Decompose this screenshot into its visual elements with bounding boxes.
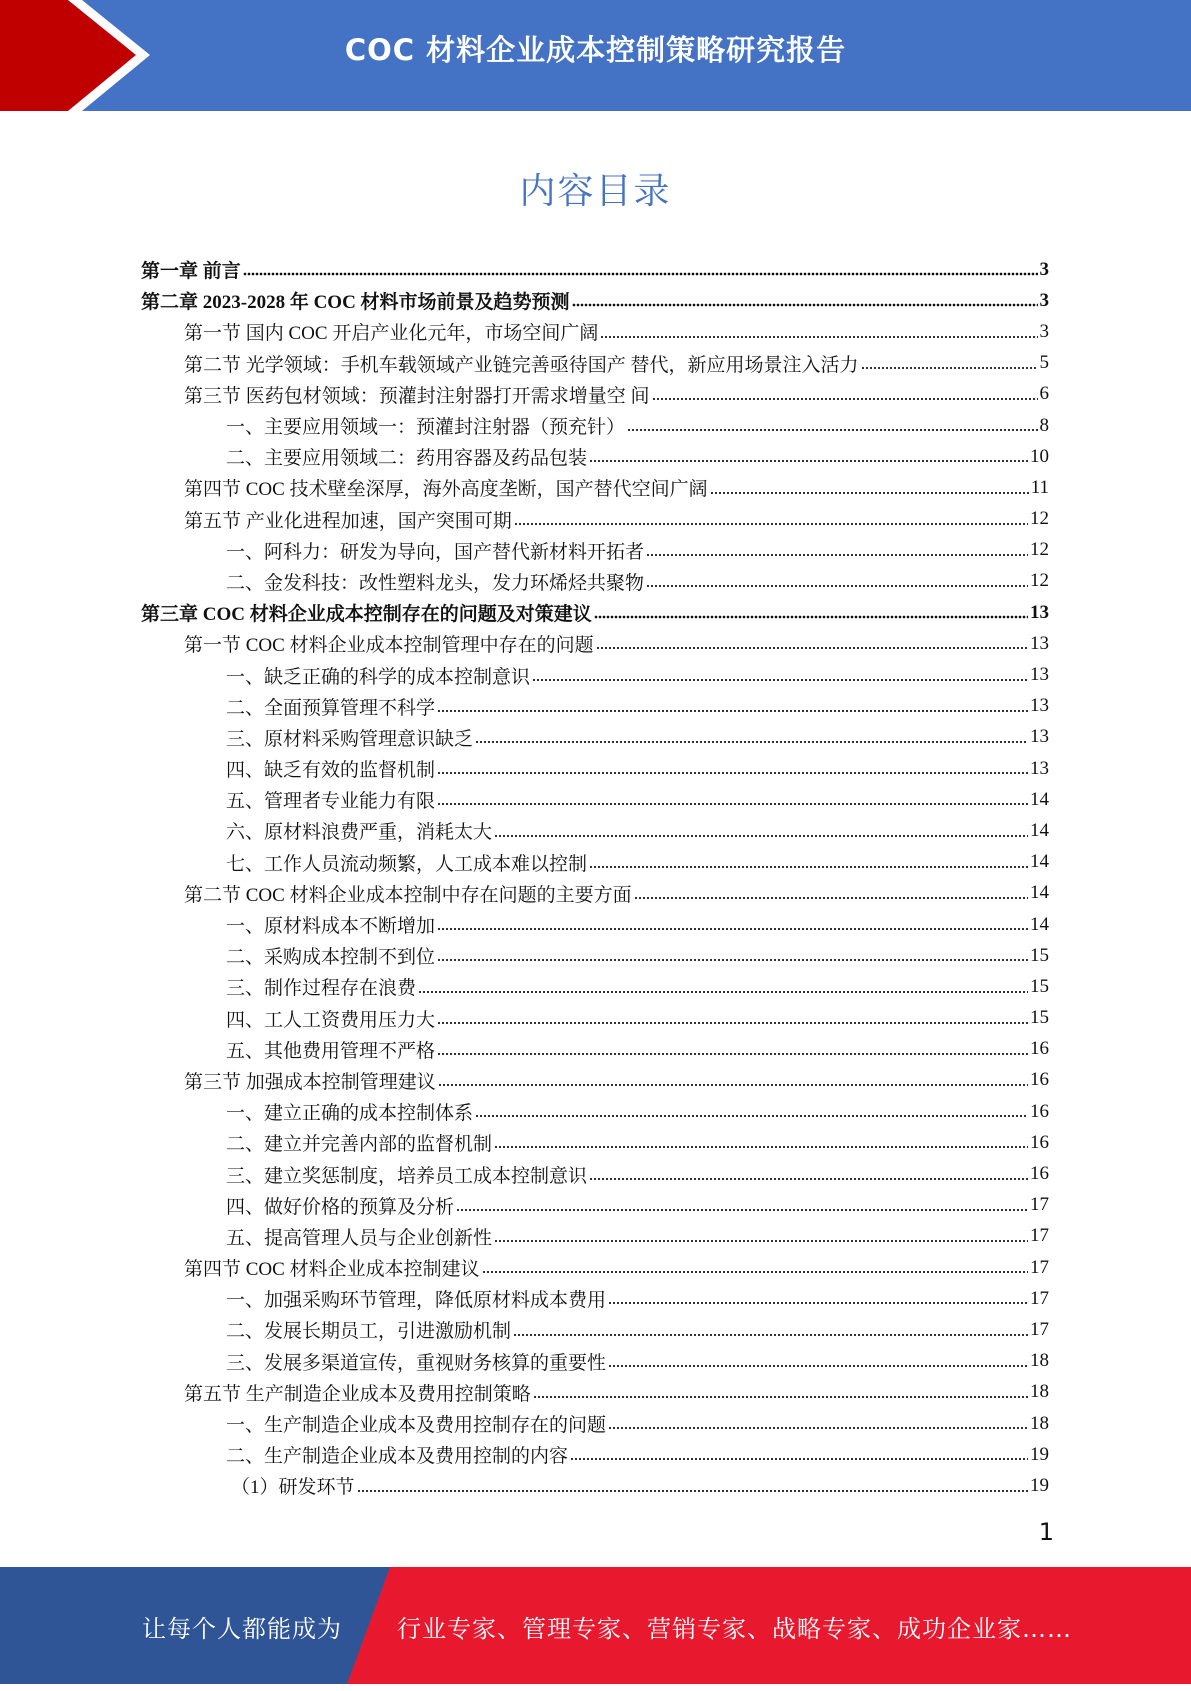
dot-leader (646, 584, 1028, 588)
toc-entry-title: 二、采购成本控制不到位 (226, 947, 436, 969)
toc-entry-title: 三、建立奖惩制度，培养员工成本控制意识 (226, 1165, 588, 1187)
toc-entry-page: 10 (1030, 445, 1049, 467)
toc-entry-page: 17 (1030, 1225, 1049, 1247)
toc-entry-page: 3 (1039, 258, 1049, 280)
toc-entry-page: 13 (1030, 664, 1049, 686)
toc-entry-page: 12 (1030, 508, 1049, 530)
toc-entry-title: 五、提高管理人员与企业创新性 (226, 1227, 493, 1249)
dot-leader (437, 709, 1028, 713)
toc-entry-page: 16 (1030, 1100, 1049, 1122)
toc-entry[interactable] (141, 1314, 1049, 1345)
dot-leader (608, 1426, 1028, 1430)
toc-entry-page: 12 (1030, 570, 1049, 592)
toc-entry[interactable] (141, 597, 1049, 628)
dot-leader (532, 678, 1028, 682)
toc-entry-title: 第四节 COC 材料企业成本控制建议 (184, 1259, 480, 1281)
dot-leader (437, 1052, 1028, 1056)
toc-entry[interactable] (141, 410, 1049, 441)
toc-entry-title: 一、建立正确的成本控制体系 (226, 1103, 474, 1125)
toc-entry[interactable] (141, 1377, 1049, 1408)
toc-entry[interactable] (141, 1283, 1049, 1314)
toc-entry[interactable] (141, 1439, 1049, 1470)
toc-entry-title: 三、发展多渠道宣传，重视财务核算的重要性 (226, 1352, 607, 1374)
toc-entry-page: 16 (1030, 1038, 1049, 1060)
toc-entry-page: 8 (1039, 414, 1049, 436)
dot-leader (418, 990, 1028, 994)
dot-leader (514, 522, 1028, 526)
toc-entry-title: 第一章 前言 (141, 261, 241, 283)
dot-leader (494, 834, 1028, 838)
toc-entry[interactable] (141, 379, 1049, 410)
toc-entry[interactable] (141, 441, 1049, 472)
toc-entry[interactable] (141, 940, 1049, 971)
dot-leader (243, 272, 1038, 276)
toc-entry[interactable] (141, 784, 1049, 815)
toc-entry-title: 第二节 光学领域：手机车载领域产业链完善亟待国产 替代，新应用场景注入活力 (184, 354, 859, 376)
toc-entry-page: 19 (1030, 1474, 1049, 1496)
toc-entry-title: 第三节 医药包材领域：预灌封注射器打开需求增量空 间 (184, 385, 650, 407)
toc-entry-title: 第三章 COC 材料企业成本控制存在的问题及对策建议 (141, 604, 592, 626)
toc-entry[interactable] (141, 285, 1049, 316)
toc-entry[interactable] (141, 348, 1049, 379)
toc-entry-title: 一、主要应用领域一：预灌封注射器（预充针） (226, 417, 626, 439)
table-of-contents (141, 254, 1049, 1502)
dot-leader (438, 1083, 1028, 1087)
toc-entry-page: 13 (1030, 632, 1049, 654)
toc-entry-title: 第五节 生产制造企业成本及费用控制策略 (184, 1383, 531, 1405)
toc-entry-page: 6 (1039, 383, 1049, 405)
toc-entry-page: 19 (1030, 1443, 1049, 1465)
toc-entry[interactable] (141, 753, 1049, 784)
toc-entry[interactable] (141, 691, 1049, 722)
toc-entry[interactable] (141, 535, 1049, 566)
toc-entry[interactable] (141, 1158, 1049, 1189)
toc-entry-title: 一、阿科力：研发为导向，国产替代新材料开拓者 (226, 541, 645, 563)
toc-entry-page: 15 (1030, 1007, 1049, 1029)
toc-entry-title: 三、制作过程存在浪费 (226, 978, 417, 1000)
toc-entry-title: 二、主要应用领域二：药用容器及药品包装 (226, 448, 588, 470)
report-title: COC 材料企业成本控制策略研究报告 (344, 33, 847, 67)
toc-entry[interactable] (141, 1346, 1049, 1377)
dot-leader (437, 1021, 1028, 1025)
toc-entry-title: 四、缺乏有效的监督机制 (226, 760, 436, 782)
dot-leader (589, 459, 1028, 463)
toc-entry-title: 第四节 COC 技术壁垒深厚，海外高度垄断，国产替代空间广阔 (184, 479, 708, 501)
toc-entry-page: 14 (1030, 819, 1049, 841)
toc-entry[interactable] (141, 628, 1049, 659)
toc-entry-page: 15 (1030, 944, 1049, 966)
toc-entry-page: 14 (1030, 913, 1049, 935)
toc-entry[interactable] (141, 1221, 1049, 1252)
dot-leader (861, 366, 1038, 370)
toc-entry[interactable] (141, 659, 1049, 690)
toc-entry-page: 12 (1030, 539, 1049, 561)
dot-leader (437, 771, 1028, 775)
dot-leader (475, 740, 1028, 744)
toc-entry-title: 四、做好价格的预算及分析 (226, 1196, 455, 1218)
dot-leader (494, 1239, 1028, 1243)
toc-entry[interactable] (141, 1096, 1049, 1127)
footer-slogan-left: 让每个人都能成为 (142, 1615, 342, 1643)
toc-entry-title: 七、工作人员流动频繁，人工成本难以控制 (226, 853, 588, 875)
toc-entry-page: 18 (1030, 1350, 1049, 1372)
toc-entry-title: 五、管理者专业能力有限 (226, 791, 436, 813)
toc-entry-title: 第二章 2023-2028 年 COC 材料市场前景及趋势预测 (141, 292, 570, 314)
toc-entry-page: 13 (1030, 757, 1049, 779)
toc-entry-page: 17 (1030, 1256, 1049, 1278)
toc-entry-page: 5 (1039, 352, 1049, 374)
page-header-banner (0, 0, 1191, 111)
dot-leader (646, 553, 1028, 557)
dot-leader (600, 335, 1037, 339)
toc-entry[interactable] (141, 1190, 1049, 1221)
toc-entry[interactable] (141, 1034, 1049, 1065)
dot-leader (572, 303, 1038, 307)
footer-slogan-right: 行业专家、管理专家、营销专家、战略专家、成功企业家…… (397, 1615, 1072, 1643)
dot-leader (482, 1270, 1028, 1274)
toc-entry-title: 第五节 产业化进程加速，国产突围可期 (184, 510, 512, 532)
dot-leader (627, 428, 1037, 432)
toc-entry-title: 二、发展长期员工，引进激励机制 (226, 1321, 512, 1343)
toc-entry[interactable] (141, 909, 1049, 940)
toc-entry[interactable] (141, 1065, 1049, 1096)
dot-leader (456, 1208, 1028, 1212)
toc-entry-page: 13 (1030, 601, 1049, 623)
toc-entry-page: 13 (1030, 695, 1049, 717)
dot-leader (608, 1301, 1028, 1305)
toc-entry-title: 第三节 加强成本控制管理建议 (184, 1071, 436, 1093)
toc-entry-title: 一、生产制造企业成本及费用控制存在的问题 (226, 1415, 607, 1437)
toc-entry-title: 一、原材料成本不断增加 (226, 916, 436, 938)
toc-entry[interactable] (141, 1003, 1049, 1034)
toc-entry-page: 14 (1030, 851, 1049, 873)
dot-leader (513, 1333, 1028, 1337)
toc-entry-page: 11 (1030, 476, 1049, 498)
toc-entry[interactable] (141, 815, 1049, 846)
toc-entry[interactable] (141, 316, 1049, 347)
toc-entry-page: 14 (1030, 788, 1049, 810)
dot-leader (634, 896, 1028, 900)
toc-entry-title: 四、工人工资费用压力大 (226, 1009, 436, 1031)
toc-heading: 内容目录 (519, 171, 672, 212)
dot-leader (652, 397, 1038, 401)
dot-leader (596, 646, 1028, 650)
toc-entry-title: 第一节 COC 材料企业成本控制管理中存在的问题 (184, 635, 594, 657)
toc-entry-title: 第二节 COC 材料企业成本控制中存在问题的主要方面 (184, 884, 632, 906)
toc-entry[interactable] (141, 1408, 1049, 1439)
toc-entry-page: 18 (1030, 1381, 1049, 1403)
toc-entry[interactable] (141, 472, 1049, 503)
toc-entry-page: 16 (1030, 1069, 1049, 1091)
toc-entry[interactable] (141, 1252, 1049, 1283)
dot-leader (594, 615, 1028, 619)
toc-entry-title: 三、原材料采购管理意识缺乏 (226, 728, 474, 750)
toc-entry-title: 二、金发科技：改性塑料龙头，发力环烯烃共聚物 (226, 572, 645, 594)
toc-entry-page: 18 (1030, 1412, 1049, 1434)
page-number: 1 (1038, 1518, 1054, 1546)
dot-leader (570, 1457, 1028, 1461)
dot-leader (608, 1364, 1028, 1368)
toc-entry-title: 一、加强采购环节管理，降低原材料成本费用 (226, 1290, 607, 1312)
dot-leader (437, 927, 1028, 931)
toc-entry[interactable] (141, 566, 1049, 597)
toc-entry-page: 14 (1030, 882, 1049, 904)
toc-entry-title: 二、建立并完善内部的监督机制 (226, 1134, 493, 1156)
toc-entry-page: 15 (1030, 975, 1049, 997)
toc-entry-page: 13 (1030, 726, 1049, 748)
dot-leader (475, 1114, 1028, 1118)
dot-leader (357, 1489, 1028, 1493)
toc-entry[interactable] (141, 1127, 1049, 1158)
dot-leader (437, 958, 1028, 962)
toc-entry-title: （1）研发环节 (231, 1477, 355, 1499)
toc-entry[interactable] (141, 722, 1049, 753)
dot-leader (437, 802, 1028, 806)
toc-entry-title: 第一节 国内 COC 开启产业化元年，市场空间广阔 (184, 323, 599, 345)
toc-entry-page: 16 (1030, 1131, 1049, 1153)
toc-entry-page: 16 (1030, 1163, 1049, 1185)
toc-entry-page: 3 (1039, 320, 1049, 342)
dot-leader (589, 865, 1028, 869)
toc-entry[interactable] (141, 504, 1049, 535)
dot-leader (533, 1395, 1028, 1399)
toc-entry[interactable] (141, 1470, 1049, 1501)
toc-entry-title: 六、原材料浪费严重，消耗太大 (226, 822, 493, 844)
dot-leader (494, 1145, 1028, 1149)
toc-entry-page: 17 (1030, 1318, 1049, 1340)
toc-entry-title: 一、缺乏正确的科学的成本控制意识 (226, 666, 531, 688)
toc-entry[interactable] (141, 847, 1049, 878)
toc-entry[interactable] (141, 878, 1049, 909)
page-footer-banner (0, 1567, 1191, 1684)
toc-entry[interactable] (141, 971, 1049, 1002)
toc-entry-page: 17 (1030, 1194, 1049, 1216)
toc-entry-page: 3 (1039, 289, 1049, 311)
dot-leader (710, 491, 1029, 495)
toc-entry[interactable] (141, 254, 1049, 285)
toc-entry-title: 二、生产制造企业成本及费用控制的内容 (226, 1446, 569, 1468)
toc-entry-page: 17 (1030, 1287, 1049, 1309)
dot-leader (589, 1177, 1028, 1181)
toc-entry-title: 二、全面预算管理不科学 (226, 697, 436, 719)
toc-entry-title: 五、其他费用管理不严格 (226, 1040, 436, 1062)
